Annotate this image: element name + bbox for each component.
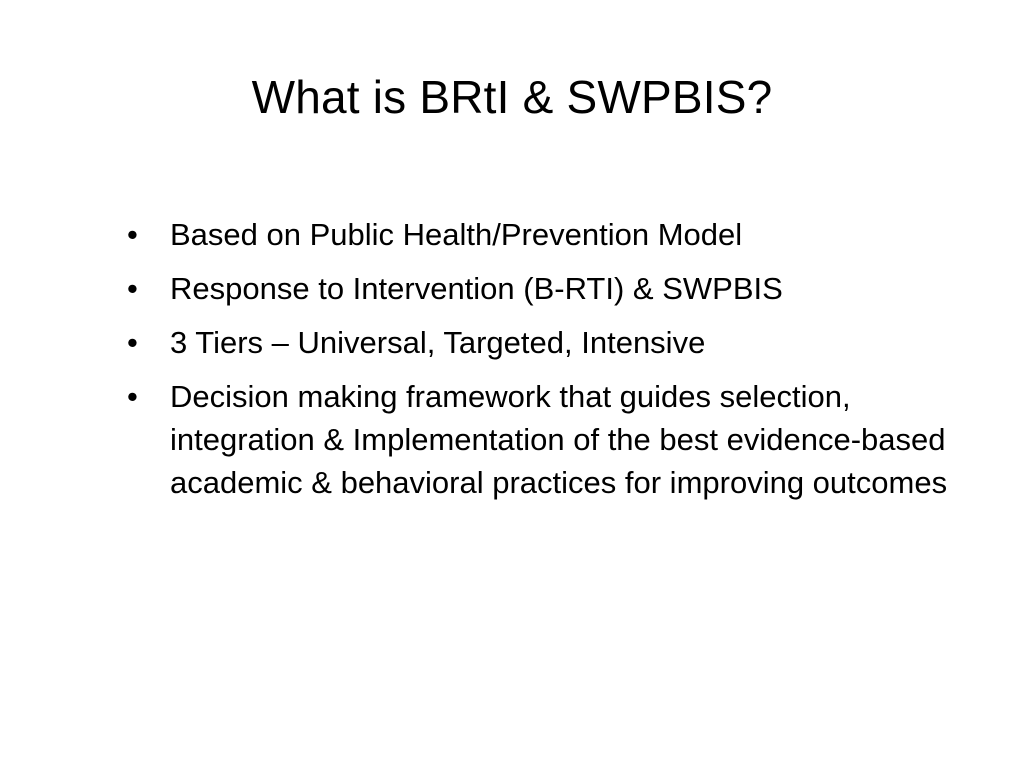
bullet-item-3 [127,321,987,364]
bullet-text-1: Based on Public Health/Prevention Model [170,217,743,252]
bullet-item-1 [127,213,987,256]
bullet-text-2: Response to Intervention (B-RTI) & SWPBIS [170,271,783,306]
slide-title: What is BRtI & SWPBIS? [251,71,773,123]
bullet-dot-icon: • [127,325,138,360]
bullet-text-4: Decision making framework that guides selection, integration & Implementation of the best evidence-based academic & behavioral practices for improving outcomes [170,379,948,500]
bullet-text-3: 3 Tiers – Universal, Targeted, Intensive [170,325,706,360]
bullet-item-4 [127,375,987,504]
bullet-dot-icon: • [127,271,138,306]
bullet-dot-icon: • [127,217,138,252]
bullet-item-2 [127,267,987,310]
bullet-dot-icon: • [127,379,138,414]
bullet-list [127,213,987,515]
